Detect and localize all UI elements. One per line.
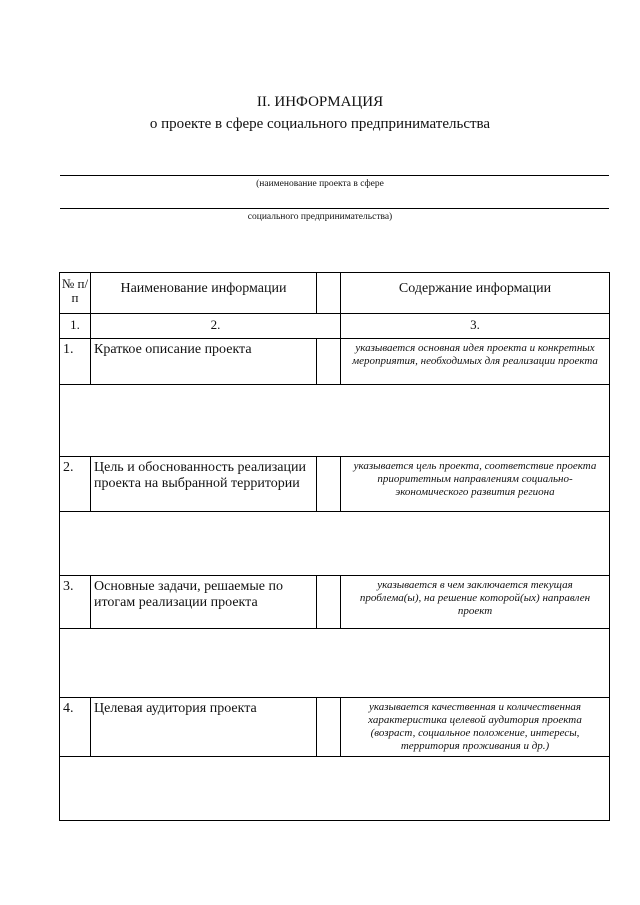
table-row — [60, 457, 610, 512]
project-name-line-1[interactable] — [60, 175, 609, 176]
project-name-caption-1: (наименование проекта в сфере — [256, 179, 384, 189]
header-name: Наименование информации — [91, 273, 317, 314]
answer-field[interactable] — [60, 629, 610, 698]
row-number: 4. — [60, 698, 91, 757]
answer-row — [60, 512, 610, 576]
column-number-3: 3. — [341, 314, 610, 339]
row-number: 1. — [60, 339, 91, 385]
row-name: Целевая аудитория проекта — [91, 698, 317, 757]
project-name-line-2[interactable] — [60, 208, 609, 209]
row-hint: указывается в чем заключается текущая проблема(ы), на решение которой(ых) направлен проект — [341, 576, 610, 629]
answer-row — [60, 629, 610, 698]
row-spacer — [317, 576, 341, 629]
row-number: 3. — [60, 576, 91, 629]
table-row — [60, 339, 610, 385]
row-spacer — [317, 698, 341, 757]
table-row — [60, 576, 610, 629]
row-number: 2. — [60, 457, 91, 512]
row-hint: указывается качественная и количественная характеристика целевой аудитория проекта (возраст, социальное положение, интересы, территория проживания и др.) — [341, 698, 610, 757]
row-name: Основные задачи, решаемые по итогам реализации проекта — [91, 576, 317, 629]
column-numbers-row — [60, 314, 610, 339]
header-content: Содержание информации — [341, 273, 610, 314]
row-name: Краткое описание проекта — [91, 339, 317, 385]
answer-field[interactable] — [60, 757, 610, 821]
table-row — [60, 698, 610, 757]
column-number-2: 2. — [91, 314, 341, 339]
answer-field[interactable] — [60, 512, 610, 576]
table-header-row — [60, 273, 610, 314]
header-spacer — [317, 273, 341, 314]
header-num: № п/п — [60, 273, 91, 314]
row-hint: указывается цель проекта, соответствие проекта приоритетным направлениям социально-экономического развития региона — [341, 457, 610, 512]
document-subtitle: о проекте в сфере социального предпринимательства — [149, 116, 491, 132]
project-info-table — [59, 272, 610, 821]
row-spacer — [317, 339, 341, 385]
answer-field[interactable] — [60, 385, 610, 457]
row-spacer — [317, 457, 341, 512]
project-name-caption-2: социального предпринимательства) — [247, 212, 393, 222]
answer-row — [60, 385, 610, 457]
document-title: II. ИНФОРМАЦИЯ — [256, 94, 384, 110]
row-name: Цель и обоснованность реализации проекта на выбранной территории — [91, 457, 317, 512]
row-hint: указывается основная идея проекта и конкретных мероприятия, необходимых для реализации проекта — [341, 339, 610, 385]
column-number-1: 1. — [60, 314, 91, 339]
answer-row — [60, 757, 610, 821]
